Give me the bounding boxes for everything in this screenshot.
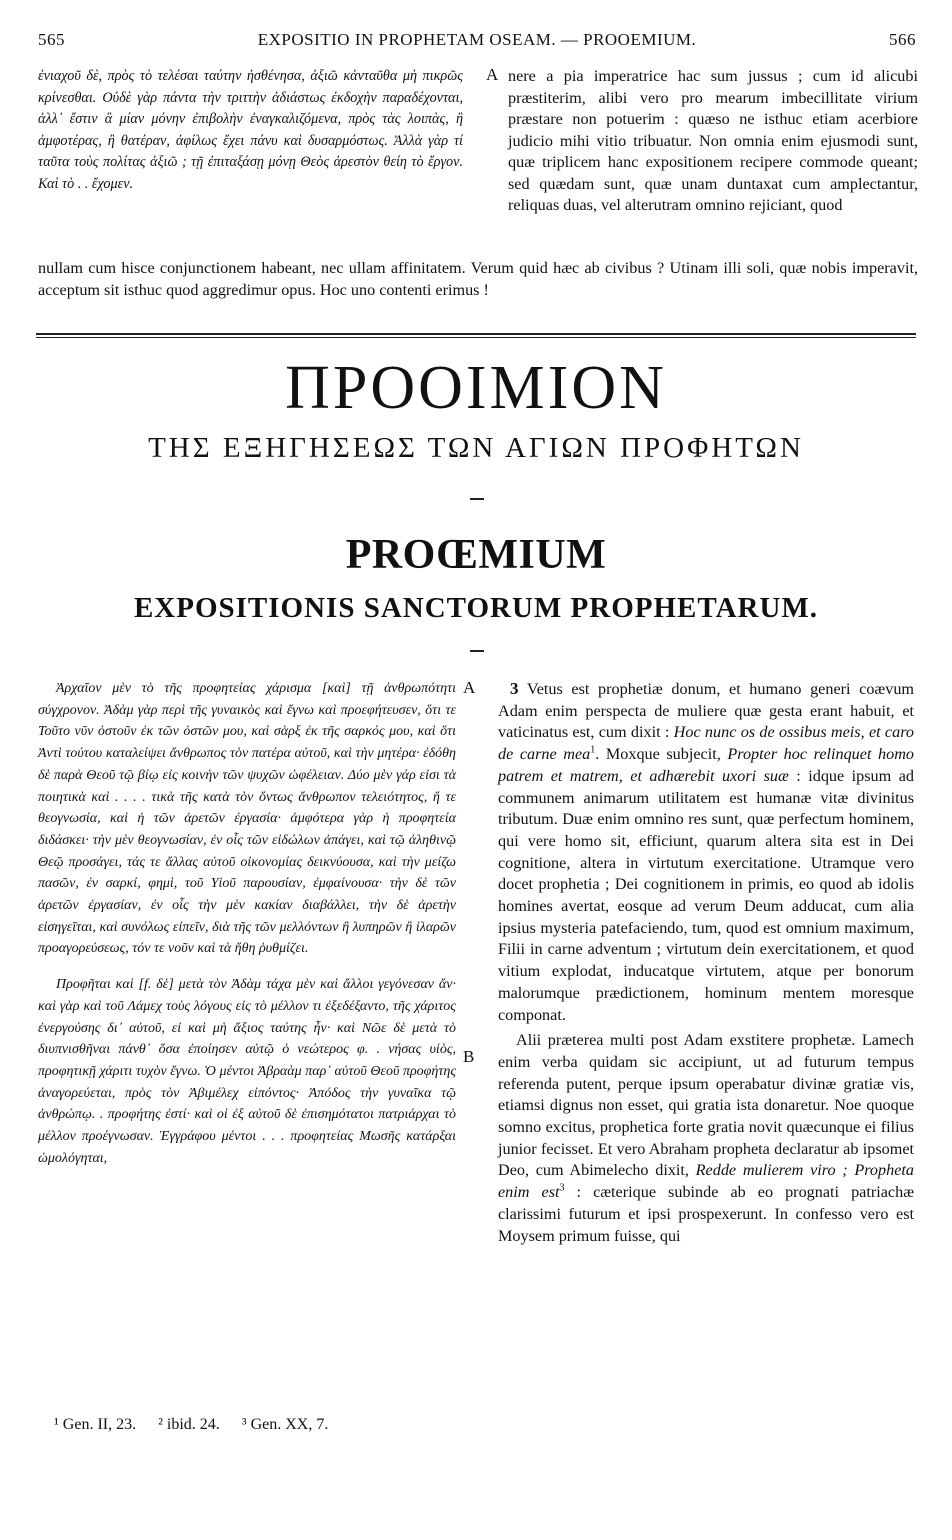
page-number-right: 566	[889, 30, 916, 49]
greek-main-title: ΠΡΟΟΙΜΙΟΝ	[285, 354, 667, 422]
latin-paragraph-1	[498, 678, 914, 1026]
latin-full-width-text: nullam cum hisce conjunctionem habeant, nec ullam affinitatem. Verum quid hæc ab civibus ? Utinam illi soli, quæ nobis imperavit, acceptum sit isthuc quod aggredimur opus. Hoc uno contenti erimus !	[38, 259, 918, 299]
footnote-ref-3: 3	[559, 1182, 565, 1194]
margin-marker-a: A	[463, 678, 476, 697]
title-dash-lower	[470, 650, 484, 652]
greek-paragraph-1: Ἀρχαῖον μὲν τὸ τῆς προφητείας χάρισμα [καὶ] τῇ ἀνθρωπότητι σύγχρονον. Ἀδὰμ γὰρ περὶ τῆς γυναικὸς καὶ ἔγνω καὶ προεφήτευσεν, ὅτι τε Τοῦτο νῦν ὀστοῦν ἐκ τῶν ὀστῶν μου, καὶ σὰρξ ἐκ τῆς σαρκός μου, καὶ ὅτι Ἀντὶ τούτου καταλείψει ἄνθρωπος τὸν πατέρα αὐτοῦ, καὶ τὴν μητέρα· ἐδόθη δὲ παρὰ Θεοῦ τῷ βίῳ εἰς κοινὴν τῶν ψυχῶν ὠφέλειαν. Δύο μὲν γάρ εἰσι τὰ ποιητικὰ καὶ . . . . τικὰ τῆς κατὰ τὸν ὄντως ἄνθρωπον τελειότητος, ἥ τε θεογνωσία, καὶ ἡ τῶν ἀρετῶν ἐργασία· ἀμφότερα γὰρ ἡ προφητεία διδάσκει· τὴν μὲν θεογνωσίαν, ἐν οἷς τῶν εἰδώλων ἀπάγει, καὶ τῷ ἀληθινῷ Θεῷ προσάγει, τάς τε ἄλλας αὐτοῦ οἰκονομίας δεικνύουσα, καὶ τὴν μείζω πασῶν, ἐν σαρκί, φημὶ, τοῦ Υἱοῦ παρουσίαν, ἐμφαίνουσα· τὴν δὲ τῶν ἀρετῶν ἐργασίαν, ἐν οἷς τὴν μὲν κακίαν διαβάλλει, τὴν δὲ ἀρετὴν εἰσηγεῖται, καὶ συνόλως εἰπεῖν, διὰ τῆς τῶν μελλόντων ἢ λυπηρῶν ἢ ἱλαρῶν προαγορεύσεως, τόν τε νοῦν καὶ τὰ ἤθη ῥυθμίζει.	[38, 681, 456, 957]
running-title: EXPOSITIO IN PROPHETAM OSEAM. — PROOEMIUM.	[257, 30, 697, 49]
margin-marker-a-top: A	[486, 65, 499, 84]
latin-p1-text-b: . Moxque subjecit,	[595, 745, 728, 764]
greek-column-top: ἐνιαχοῦ δὲ, πρὸς τὸ τελέσαι ταύτην ἠσθένησα, ἀξιῶ κἀνταῦθα μὴ πικρῶς κρίνεσθαι. Οὐδὲ γὰρ πάντα τὴν τριττὴν ἀδιάστως ἐκδοχὴν παραδέχονται, ἀλλ᾽ ἔστιν ἃ μίαν μόνην ἐπιβολὴν ἐναγκαλιζόμενα, πρὸς τὰς λοιπὰς, ἢ ἀμφοτέρας, ἢ θατέραν, ἀφίλως ἔχει πάνυ καὶ δυσαρμόστως. Ἀλλὰ γὰρ τί ταῦτα τοὺς πολίτας ἀξιῶ ; τῇ ἐπιταξάσῃ μόνῃ Θεὸς ἀρεστὸν θείη τὸ ἔργον. Καὶ τὸ . . ἔχομεν.	[38, 68, 463, 192]
latin-p2-text-a: Alii præterea multi post Adam exstitere prophetæ. Lamech enim verba quidam sic accipiunt, ut ad futurum tempus referenda putent, perque ipsum operabatur divinæ gratiæ vis, etiamsi dignus non esset, qui gratia ista donaretur. Noe quoque somno excitus, prophetica forte gratia novit quæcunque ei filius junior fecisset. Et vero Abraham propheta declaratur ab ipsomet Deo, cum Abimelecho dixit,	[498, 1031, 914, 1180]
latin-p2-text-b: : cæterique subinde ab eo prognati patriachæ clarissimi futurum et ipsi prospexerunt. In confesso vero est Moysem primum fuisse, qui	[498, 1183, 914, 1245]
latin-column-main	[498, 678, 914, 1251]
running-header	[38, 30, 916, 54]
section-divider-thin	[36, 337, 916, 338]
page-number-left: 565	[38, 30, 65, 49]
title-dash	[470, 498, 484, 500]
footnote-ref-1: 1	[590, 744, 596, 756]
margin-marker-b: B	[463, 1047, 475, 1066]
latin-p1-text-a: Vetus est prophetiæ donum, et humano generi coævum Adam enim perspecta de muliere quæ gesta erant habuit, et vaticinatus est, cum dixit :	[498, 680, 914, 742]
greek-paragraph-2: Προφῆται καὶ [f. δὲ] μετὰ τὸν Ἀδὰμ τάχα μὲν καὶ ἄλλοι γεγόνεσαν ἄν· καὶ γὰρ καὶ τοῦ Λάμεχ τοὺς λόγους εἰς τὸ μέλλον τι ἐξεδέξαντο, τῆς χάριτος ἐνεργούσης δι᾽ αὐτοῦ, εἰ καὶ μὴ ἄξιος ταύτης ἦν· καὶ Νῶε δὲ μετὰ τὸ διυπνισθῆναι πάνθ᾽ ὅσα ἐποίησεν αὐτῷ ὁ νεώτερος φ. . νήσας υἱὸς, προφητικῇ χάριτι τυχὸν ἔγνω. Ὁ μέντοι Ἀβραὰμ παρ᾽ αὐτοῦ Θεοῦ προφήτης ἀναγορεύεται, πρὸς τὸν Ἀβιμέλεχ εἰπόντος· Ἀπόδος τὴν γυναῖκα τῷ ἀνθρώπῳ. . προφήτης ἐστί· καὶ οἱ ἐξ αὐτοῦ δὲ ἐπισημότατοι πατριάρχαι τὸ μέλλον προέγνωσαν. Ἐγγράφου μέντοι . . . προφητείας Μωσῆς κατάρξαι ὡμολόγηται,	[38, 977, 456, 1166]
paragraph-number: 3	[510, 679, 519, 698]
scripture-quote-2: Propter hoc relinquet homo patrem et matrem, et adhærebit uxori suæ	[498, 745, 914, 785]
scripture-quote-3: Redde mulierem viro ; Propheta enim est	[498, 1161, 914, 1202]
footnotes	[54, 1414, 554, 1436]
latin-paragraph-2	[498, 1030, 914, 1247]
latin-p1-text-c: : idque ipsum ad communem animarum utilitatem est humanæ vitæ divinitus tributum. Duæ enim omnino res sunt, quæ perfectum hominem, qui vere homo sit, efficiunt, quarum altera sita est in Dei cognitione, altera in virtutum exercitatione. Utramque vero docet prophetia ; Dei cognitionem in primis, eo quod ab idolis homines avertat, eosque ad verum Deum adducat, cum alia ipsius mysteria patefaciendo, tum, quod est omnium maximum, Filii in carne adventum ; virtutum dein exercitationem, et quod vitium explodat, inducatque virtutem, atque per bonorum malorumque prædictionem, hominum mentem moresque componat.	[498, 766, 914, 1024]
greek-subtitle: ΤΗΣ ΕΞΗΓΗΣΕΩΣ ΤΩΝ ΑΓΙΩΝ ΠΡΟΦΗΤΩΝ	[148, 432, 804, 464]
latin-subtitle: EXPOSITIONIS SANCTORUM PROPHETARUM.	[133, 592, 819, 624]
greek-column-main	[38, 678, 456, 1183]
scripture-quote-1: Hoc nunc os de ossibus meis, et caro de carne mea	[498, 723, 914, 764]
section-divider	[36, 333, 916, 335]
preface-continuation	[38, 66, 918, 301]
latin-main-title: PROŒMIUM	[345, 532, 607, 578]
footnote-3: ³ Gen. XX, 7.	[241, 1416, 329, 1433]
footnote-2: ² ibid. 24.	[158, 1416, 220, 1433]
latin-column-top: nere a pia imperatrice hac sum jussus ; cum id alicubi præstiterim, alibi vero pro mearum imbecillitate virium præstare non potuerim : quæso ne isthuc etiam acerbiore judicio mihi vitio tribuatur. Non omnia enim ejusmodi sunt, quæ triplicem hanc expositionem recipere commode queant; sed quædam sunt, quæ unam duntaxat cum amplectantur, reliquas duas, vel alterutram omnino rejiciant, quod	[508, 67, 918, 214]
footnote-1: ¹ Gen. II, 23.	[54, 1416, 137, 1433]
